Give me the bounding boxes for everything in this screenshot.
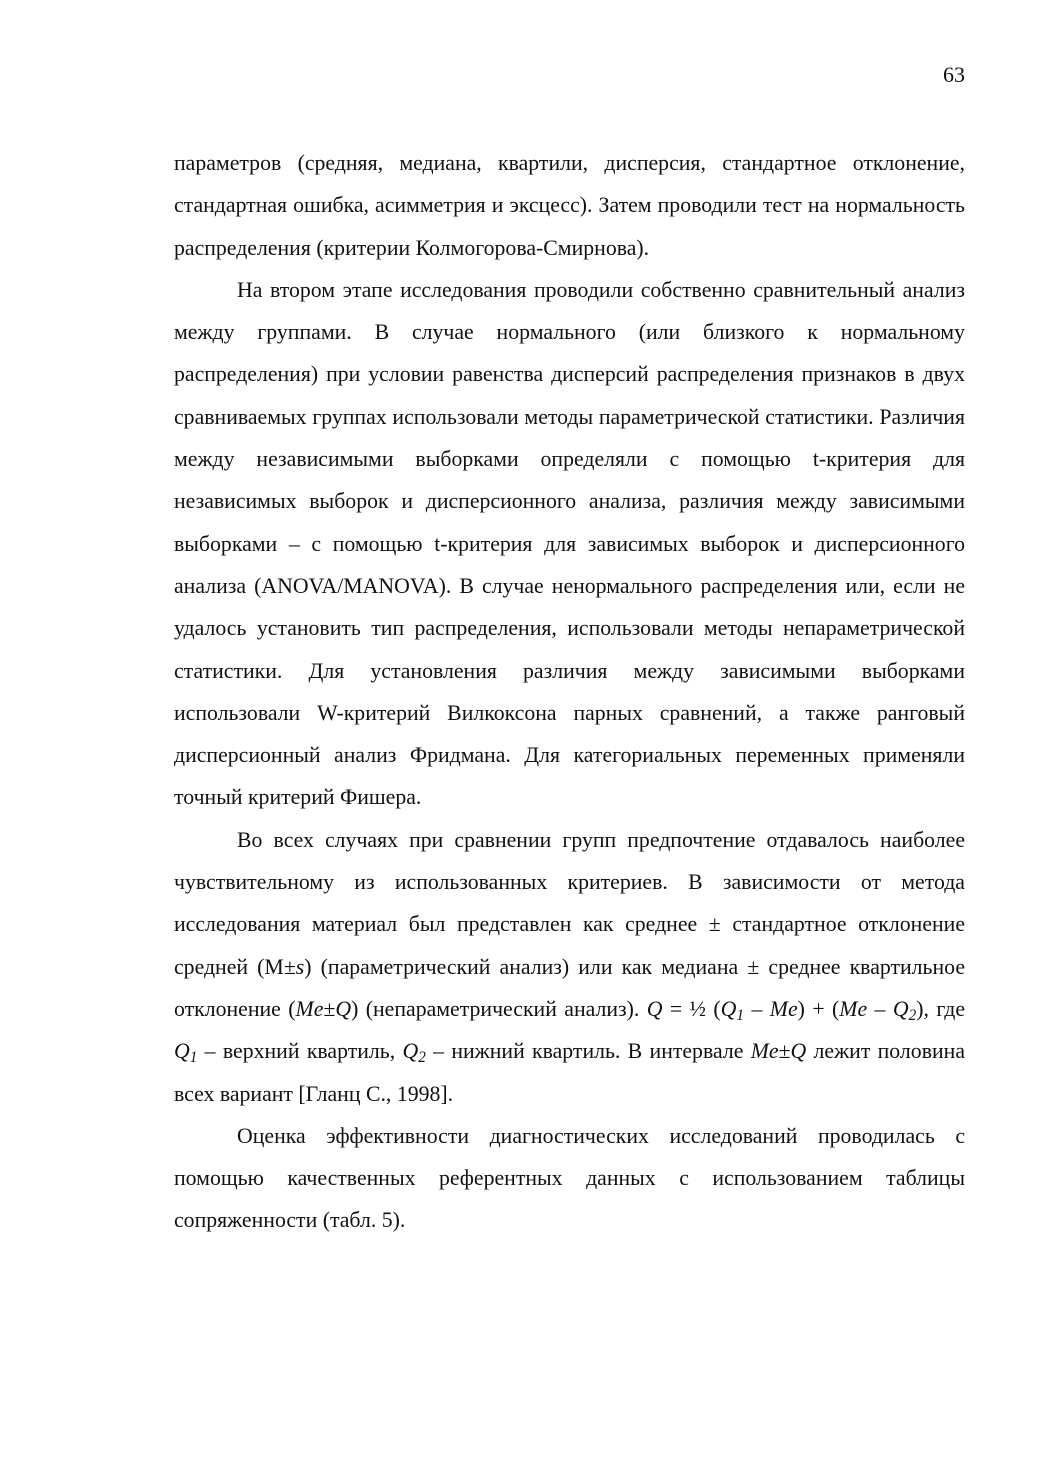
formula-symbol: Me <box>839 996 868 1021</box>
paragraph-statistics-parameters <box>174 142 965 269</box>
subscript-text: 1 <box>189 1049 198 1067</box>
subscript-text: 1 <box>736 1006 745 1024</box>
italic-symbol: Me±Q <box>295 996 352 1021</box>
formula-text: – <box>867 996 893 1021</box>
formula-symbol: Q <box>892 996 909 1021</box>
formula-symbol: Q <box>402 1039 419 1064</box>
paragraph-text: ), где <box>916 996 966 1021</box>
italic-symbol: s <box>295 954 305 979</box>
formula-symbol: Me <box>769 996 798 1021</box>
formula-symbol: Q <box>174 1039 190 1064</box>
subscript-text: 2 <box>418 1049 426 1067</box>
paragraph-text: На втором этапе исследования проводили собственно сравнительный анализ между группами. В случае нормального (или близкого к нормальному распределения) при условии равенства дисперсий распределения признаков в двух сравниваемых группах использовали методы параметрической статистики. Различия между независимыми выборками определяли с помощью t-критерия для независимых выборок и дисперсионного анализа, различия между зависимыми выборками – с помощью t-критерия для зависимых выборок и дисперсионного анализа (ANOVA/MANOVA). В случае ненормального распределения или, если не удалось установить тип распределения, использовали методы непараметрической статистики. Для установления различия между зависимыми выборками использовали W-критерий Вилкоксона парных сравнений, а также ранговый дисперсионный анализ Фридмана. Для категориальных переменных применяли точный критерий Фишера. <box>174 277 965 810</box>
formula-symbol: Q <box>646 996 663 1021</box>
paragraph-text: параметров (средняя, медиана, квартили, дисперсия, стандартное отклонение, стандартная ошибка, асимметрия и эксцесс). Затем проводили тест на нормальность распределения (критерии Колмогорова-Смирнова). <box>174 151 965 260</box>
page-number: 63 <box>943 62 965 87</box>
paragraph-text: ) (непараметрический анализ). <box>351 996 647 1021</box>
formula-text: – <box>744 996 770 1021</box>
paragraph-diagnostic-efficiency <box>174 1115 965 1242</box>
paragraph-text: лежит половина всех вариант [Гланц С., 1998]. <box>174 1039 965 1106</box>
formula-subscript <box>736 1007 744 1024</box>
paragraph-results-presentation <box>174 819 965 1115</box>
text-body <box>174 142 965 1242</box>
subscript-text: 2 <box>908 1006 917 1024</box>
paragraph-text: Во всех случаях при сравнении групп предпочтение отдавалось наиболее чувствительному из использованных критериев. В зависимости от метода исследования материал был представлен как среднее ± стандартное отклонение средней (М± <box>174 827 965 979</box>
paragraph-text: – верхний квартиль, <box>197 1039 403 1064</box>
formula-text: ) + ( <box>797 996 840 1021</box>
formula-subscript <box>418 1049 426 1066</box>
paragraph-text: ) (параметрический анализ) или как медиана ± среднее квартильное отклонение ( <box>174 954 965 1021</box>
paragraph-comparative-analysis <box>174 269 965 819</box>
paragraph-text: – нижний квартиль. В интервале <box>425 1039 751 1064</box>
formula-symbol: Q <box>720 996 737 1021</box>
formula-text: = ½ ( <box>662 996 721 1021</box>
italic-symbol: Me±Q <box>750 1039 807 1064</box>
paragraph-text: Оценка эффективности диагностических исследований проводилась с помощью качественных референтных данных с использованием таблицы сопряженности (табл. 5). <box>174 1123 965 1233</box>
